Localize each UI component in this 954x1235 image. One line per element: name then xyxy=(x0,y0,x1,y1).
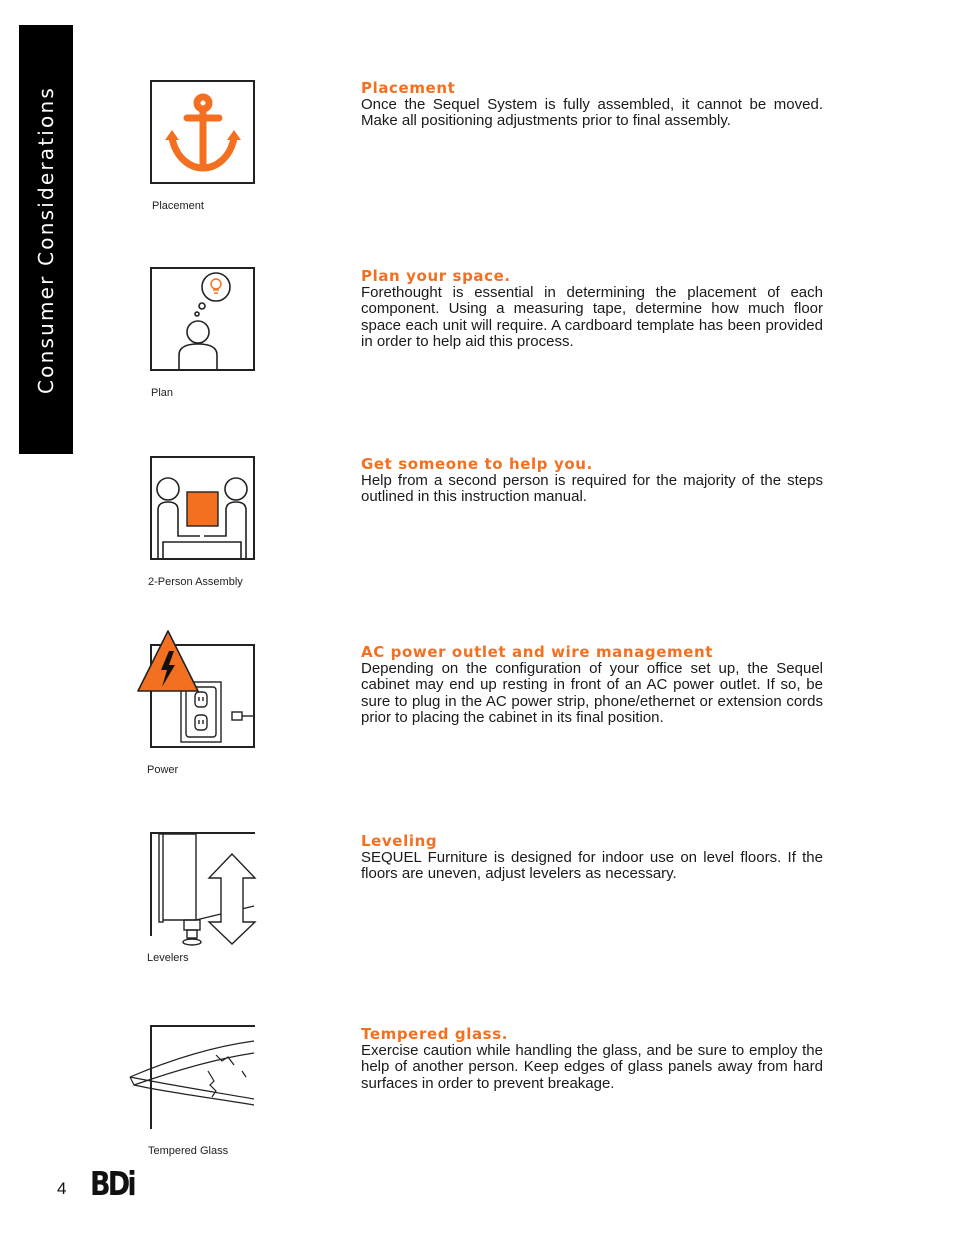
levelers-body: SEQUEL Furniture is designed for indoor use on level floors. If the floors are uneven, adjust levelers as necessary. xyxy=(361,849,823,883)
levelers-section xyxy=(361,833,823,883)
two-person-illustration xyxy=(150,456,255,560)
placement-caption: Placement xyxy=(152,200,204,212)
power-body: Depending on the configuration of your office set up, the Sequel cabinet may end up resting in front of an AC power outlet. If so, be sure to plug in the AC power strip, phone/ethernet or extension cords prior to placing the cabinet in its final position. xyxy=(361,660,823,727)
plan-illustration xyxy=(150,267,255,371)
plan-body: Forethought is essential in determining the placement of each component. Using a measuring tape, determine how much floor space each unit will require. A cardboard template has been provided in order to help aid this process. xyxy=(361,284,823,351)
levelers-caption: Levelers xyxy=(147,952,189,964)
power-heading: AC power outlet and wire management xyxy=(361,643,714,661)
tempered-glass-heading: Tempered glass. xyxy=(361,1025,509,1043)
placement-heading: Placement xyxy=(361,79,456,97)
placement-illustration xyxy=(150,80,255,184)
placement-body: Once the Sequel System is fully assembled, it cannot be moved. Make all positioning adjustments prior to final assembly. xyxy=(361,96,823,130)
placement-section xyxy=(361,80,823,130)
power-section xyxy=(361,644,823,727)
tempered-glass-caption: Tempered Glass xyxy=(148,1145,229,1157)
sidebar-title: Consumer Considerations xyxy=(34,85,58,394)
bdi-logo: BDi xyxy=(90,1164,134,1203)
person-thinking-icon xyxy=(150,267,255,371)
two-person-section xyxy=(361,456,823,506)
tempered-glass-body: Exercise caution while handling the glass, and be sure to employ the help of another person. Keep edges of glass panels away from hard surfaces in order to prevent breakage. xyxy=(361,1042,823,1092)
two-person-caption: 2-Person Assembly xyxy=(148,576,243,588)
tempered-glass-illustration xyxy=(150,1025,255,1129)
sidebar-tab xyxy=(19,25,73,454)
plan-heading: Plan your space. xyxy=(361,267,511,285)
tempered-glass-icon xyxy=(150,1025,255,1135)
two-person-carry-icon xyxy=(150,456,255,560)
page-number: 4 xyxy=(57,1179,67,1198)
power-illustration xyxy=(150,644,255,748)
plan-caption: Plan xyxy=(151,387,174,399)
power-caption: Power xyxy=(147,764,179,776)
two-person-heading: Get someone to help you. xyxy=(361,455,593,473)
two-person-body: Help from a second person is required for the majority of the steps outlined in this instruction manual. xyxy=(361,472,823,506)
tempered-glass-section xyxy=(361,1026,823,1092)
anchor-icon xyxy=(150,80,255,184)
levelers-heading: Leveling xyxy=(361,832,438,850)
leveler-arrow-icon xyxy=(150,832,255,952)
plan-section xyxy=(361,268,823,351)
levelers-illustration xyxy=(150,832,255,936)
power-outlet-warning-icon xyxy=(150,644,255,748)
